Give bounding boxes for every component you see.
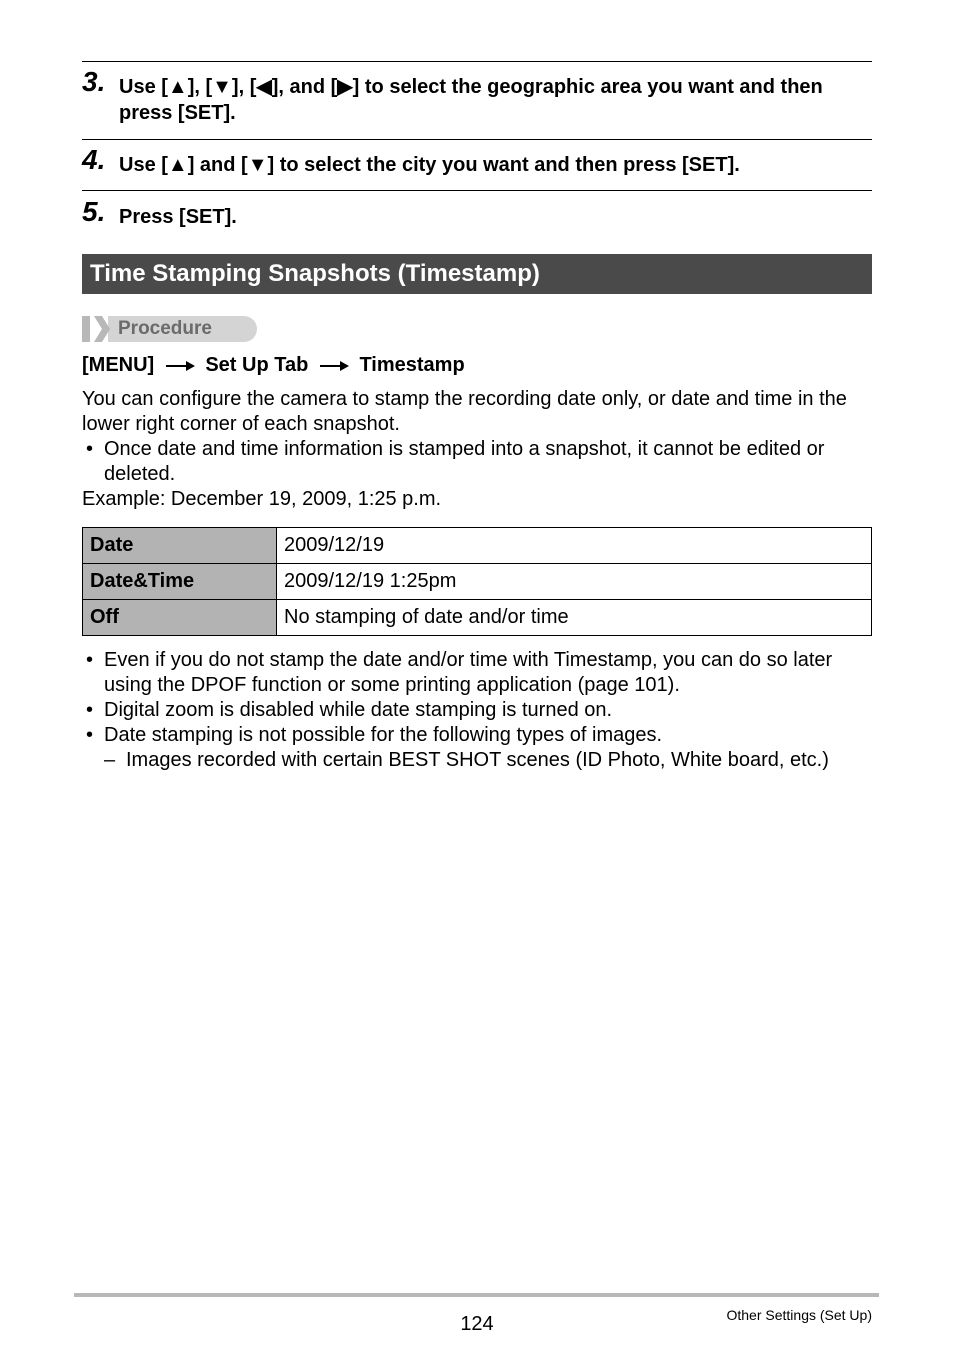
table-cell-setting: Off xyxy=(83,600,277,636)
step-number: 5. xyxy=(82,196,106,227)
step-text: Use [▲], [▼], [◀], and [▶] to select the geographic area you want and then press [SET]. xyxy=(119,76,823,124)
step-text: Use [▲] and [▼] to select the city you want and then press [SET]. xyxy=(119,154,740,176)
list-item-text: Once date and time information is stamped into a snapshot, it cannot be edited or deleted. xyxy=(104,438,825,485)
procedure-tag xyxy=(82,316,257,342)
bullet-marker: • xyxy=(86,724,94,746)
menu-path-step: Timestamp xyxy=(359,354,465,376)
table-cell-value: 2009/12/19 xyxy=(277,528,872,564)
footer-section-name: Other Settings (Set Up) xyxy=(726,1307,872,1323)
bullet-marker: • xyxy=(86,438,94,460)
table-cell-value: 2009/12/19 1:25pm xyxy=(277,564,872,600)
divider xyxy=(82,61,872,62)
dash-marker: – xyxy=(104,749,116,771)
procedure-label: Procedure xyxy=(118,318,212,339)
table-row xyxy=(83,564,872,600)
page-number: 124 xyxy=(460,1313,494,1335)
section-heading xyxy=(82,254,872,294)
bullet-marker: • xyxy=(86,649,94,671)
sub-list-item-text: Images recorded with certain BEST SHOT scenes (ID Photo, White board, etc.) xyxy=(126,749,829,771)
intro-paragraph: You can configure the camera to stamp the recording date only, or date and time in the lower right corner of each snapshot. xyxy=(82,388,847,435)
list-item-text: Digital zoom is disabled while date stamping is turned on. xyxy=(104,699,613,721)
example-text: Example: December 19, 2009, 1:25 p.m. xyxy=(82,488,442,510)
step-number: 3. xyxy=(82,66,106,97)
bullet-marker: • xyxy=(86,699,94,721)
arrow-right-icon xyxy=(160,360,200,372)
table-row xyxy=(83,528,872,564)
divider xyxy=(82,139,872,140)
section-title: Time Stamping Snapshots (Timestamp) xyxy=(90,260,540,287)
timestamp-options-table xyxy=(82,527,872,636)
list-item-text: Even if you do not stamp the date and/or time with Timestamp, you can do so later using the DPOF function or some printing application (page 101). xyxy=(104,649,833,696)
menu-path-step: Set Up Tab xyxy=(205,354,309,376)
table-cell-value: No stamping of date and/or time xyxy=(277,600,872,636)
menu-path-step: [MENU] xyxy=(82,354,155,376)
step-number: 4. xyxy=(82,144,106,175)
arrow-right-icon xyxy=(314,360,354,372)
menu-path xyxy=(82,352,465,378)
divider xyxy=(82,190,872,191)
list-item-text: Date stamping is not possible for the following types of images. xyxy=(104,724,663,746)
table-row xyxy=(83,600,872,636)
table-cell-setting: Date&Time xyxy=(83,564,277,600)
table-cell-setting: Date xyxy=(83,528,277,564)
step-text: Press [SET]. xyxy=(119,206,237,228)
footer-divider xyxy=(74,1293,879,1297)
